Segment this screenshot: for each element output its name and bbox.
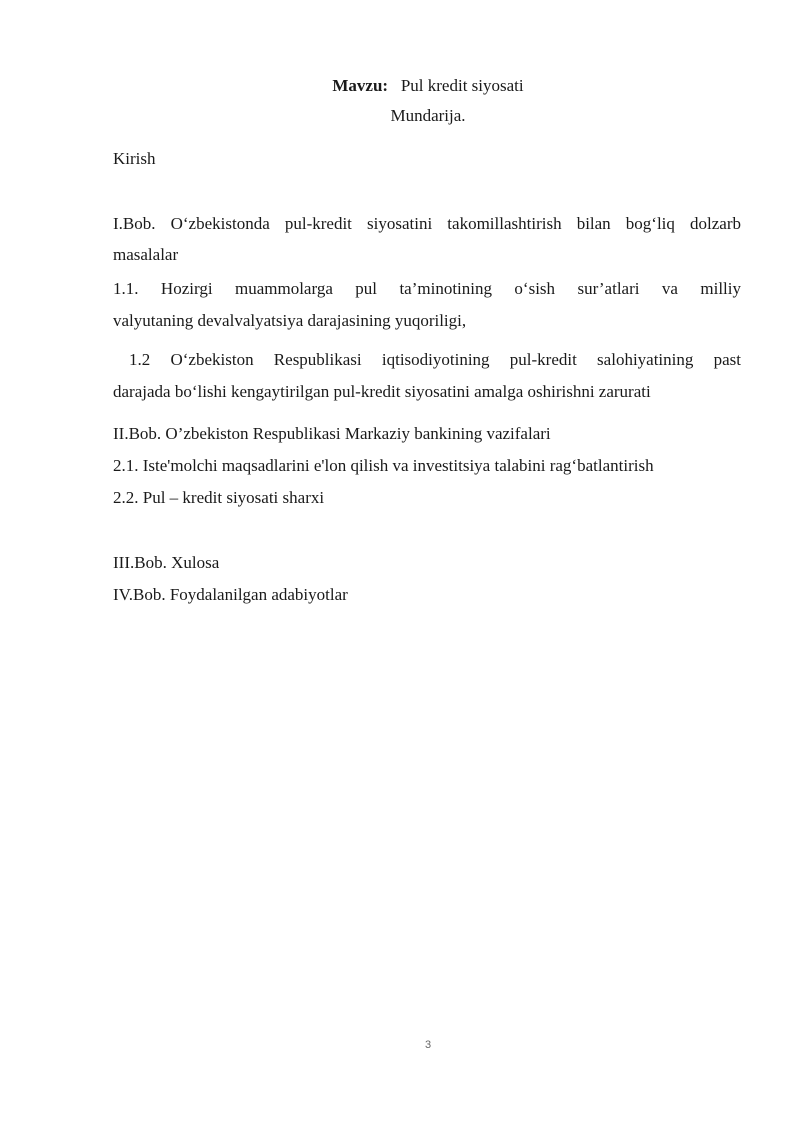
toc-entry-1-2-line1: 1.2 O‘zbekiston Respublikasi iqtisodiyotining pul-kredit salohiyatining past bbox=[129, 350, 741, 369]
toc-entry-chapter-3: III.Bob. Xulosa bbox=[113, 553, 220, 572]
toc-entry-chapter-2: II.Bob. O’zbekiston Respublikasi Markaziy bankining vazifalari bbox=[113, 424, 551, 443]
toc-entry-1-1-line1: 1.1. Hozirgi muammolarga pul ta’minotining o‘sish sur’atlari va milliy bbox=[113, 279, 741, 298]
topic-label: Mavzu: bbox=[332, 76, 389, 95]
toc-entry-1-1-line2: valyutaning devalvalyatsiya darajasining yuqoriligi, bbox=[113, 311, 467, 330]
toc-entry-introduction: Kirish bbox=[113, 149, 156, 168]
page-number: 3 bbox=[424, 1039, 432, 1051]
toc-entry-chapter-1-line2: masalalar bbox=[113, 245, 179, 264]
toc-entry-1-2-line2: darajada bo‘lishi kengaytirilgan pul-kredit siyosatini amalga oshirishni zarurati bbox=[113, 382, 651, 401]
toc-entry-2-2: 2.2. Pul – kredit siyosati sharxi bbox=[113, 488, 325, 507]
toc-entry-2-1: 2.1. Iste'molchi maqsadlarini e'lon qilish va investitsiya talabini rag‘batlantirish bbox=[113, 456, 654, 475]
topic-heading bbox=[0, 76, 800, 96]
toc-entry-chapter-1-line1: I.Bob. O‘zbekistonda pul-kredit siyosatini takomillashtirish bilan bog‘liq dolzarb bbox=[113, 214, 741, 233]
toc-entry-chapter-4: IV.Bob. Foydalanilgan adabiyotlar bbox=[113, 585, 348, 604]
topic-title: Pul kredit siyosati bbox=[400, 76, 524, 95]
contents-heading: Mundarija. bbox=[390, 106, 466, 125]
